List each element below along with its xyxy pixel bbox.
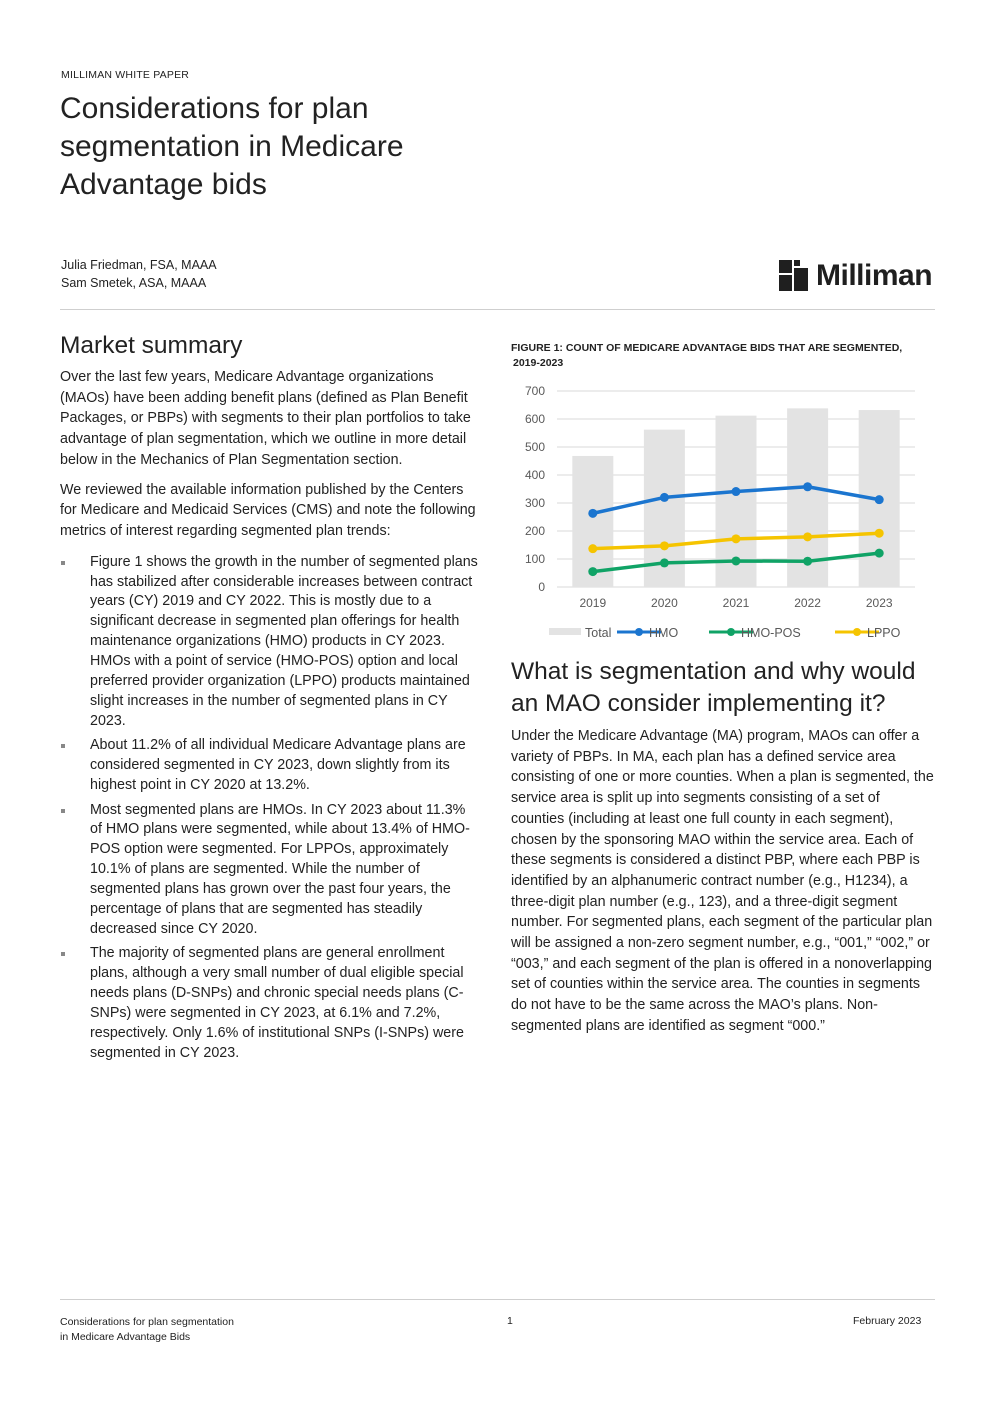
data-point-hmo-pos <box>660 558 669 567</box>
list-item-text: About 11.2% of all individual Medicare Advantage plans are considered segmented in CY 2023, down slightly from its highest point in CY 2020 at 13.2%. <box>90 737 466 794</box>
legend-label-hmo: HMO <box>649 626 679 640</box>
y-tick-label: 0 <box>538 580 545 594</box>
data-point-hmo <box>588 509 597 518</box>
legend-swatch-total <box>549 628 581 635</box>
header-divider <box>60 309 935 310</box>
y-tick-label: 300 <box>524 496 545 510</box>
footer-title <box>60 1315 300 1344</box>
page-title: Considerations for plan segmentation in Medicare Advantage bids <box>60 92 404 201</box>
author-1: Julia Friedman, FSA, MAAA <box>61 258 217 272</box>
bullet-marker <box>61 952 65 956</box>
y-tick-label: 700 <box>524 384 545 398</box>
figure-caption <box>511 341 941 371</box>
y-tick-label: 600 <box>524 412 545 426</box>
footer-title-line: Considerations for plan segmentation <box>60 1316 234 1328</box>
market-summary-body <box>60 367 480 1068</box>
x-tick-label: 2020 <box>651 596 678 610</box>
x-tick-label: 2019 <box>579 596 607 610</box>
logo-text: Milliman <box>816 259 933 292</box>
legend-marker-hmo-pos <box>727 628 735 636</box>
kicker: MILLIMAN WHITE PAPER <box>61 69 190 81</box>
footer-title-line: in Medicare Advantage Bids <box>60 1330 191 1343</box>
figure-caption-line: FIGURE 1: COUNT OF MEDICARE ADVANTAGE BIDS THAT ARE SEGMENTED, <box>511 342 903 354</box>
list-item <box>60 801 480 940</box>
list-item <box>60 736 480 796</box>
y-tick-label: 400 <box>524 468 545 482</box>
legend-label-hmo-pos: HMO-POS <box>741 626 801 640</box>
y-tick-label: 200 <box>524 524 545 538</box>
x-tick-label: 2023 <box>865 596 893 610</box>
market-summary-heading: Market summary <box>60 332 243 359</box>
segmentation-paragraph: Under the Medicare Advantage (MA) program, MAOs can offer a variety of PBPs. In MA, each plan has a defined service area consisting of one or more counties. When a plan is segmented, the service area is split up into segments consisting of a set of counties (including at least one full county in each segment), chosen by the sponsoring MAO within the service area. Each of these segments is considered a distinct PBP, where each PBP is identified by an alphanumeric contract number (e.g., H1234), a three-digit plan number (e.g., 123), and a three-digit segment number. For segmented plans, each segment of the particular plan will be assigned a non-zero segment number, e.g., “001,” “002,” or “003,” and each segment of the plan is offered in a nonoverlapping set of counties within the service area. The counties in segments do not have to be the same across the MAO’s plans. Non-segmented plans are identified as segment “000.” <box>511 728 934 1034</box>
segmentation-heading-line: an MAO consider implementing it? <box>511 690 886 717</box>
data-point-hmo-pos <box>803 557 812 566</box>
data-point-hmo <box>660 493 669 502</box>
segmented-bids-chart <box>505 378 935 650</box>
figure-caption-line: 2019-2023 <box>513 357 564 369</box>
data-point-lppo <box>875 529 884 538</box>
milliman-logo <box>778 259 938 293</box>
data-point-hmo <box>803 482 812 491</box>
x-tick-label: 2022 <box>794 596 821 610</box>
data-point-lppo <box>732 534 741 543</box>
data-point-lppo <box>660 541 669 550</box>
data-point-hmo-pos <box>732 556 741 565</box>
list-item-text: The majority of segmented plans are general enrollment plans, although a very small number of dual eligible special needs plans (D-SNPs) and chronic special needs plans (C-SNPs) were segmented in CY 2023, at 6.1% and 7.2%, respectively. Only 1.6% of institutional SNPs (I-SNPs) were segmented in CY 2023. <box>90 945 464 1061</box>
market-summary-paragraph: Over the last few years, Medicare Advantage organizations (MAOs) have been adding benefit plans (defined as Plan Benefit Packages, or PBPs) with segments to their plan portfolios to take advantage of plan segmentation, which we outline in more detail below in the Mechanics of Plan Segmentation section. <box>60 369 471 468</box>
segmentation-heading <box>511 656 941 720</box>
data-point-hmo <box>732 487 741 496</box>
data-point-hmo-pos <box>875 549 884 558</box>
legend-marker-hmo <box>635 628 643 636</box>
legend-marker-lppo <box>853 628 861 636</box>
list-item-text: Most segmented plans are HMOs. In CY 2023 about 11.3% of HMO plans were segmented, while about 13.4% of HMO-POS option were segmented. For LPPOs, approximately 10.1% of plans are segmented. While the number of segmented plans has grown over the past four years, the percentage of plans that are segmented has steadily decreased since CY 2020. <box>90 801 470 937</box>
metrics-list <box>60 553 480 1064</box>
footer-divider <box>60 1299 935 1300</box>
bullet-marker <box>61 561 65 565</box>
y-tick-label: 500 <box>524 440 545 454</box>
data-point-hmo <box>875 495 884 504</box>
data-point-lppo <box>803 532 812 541</box>
milliman-logo-icon <box>778 259 810 293</box>
list-item <box>60 553 480 732</box>
x-tick-label: 2021 <box>722 596 750 610</box>
bullet-marker <box>61 744 65 748</box>
list-item-text: Figure 1 shows the growth in the number of segmented plans has stabilized after considerable increases between contract years (CY) 2019 and CY 2022. This is mostly due to a significant decrease in segmented plan offerings for health maintenance organizations (HMO) products in CY 2023. HMOs with a point of service (HMO-POS) option and local preferred provider organization (LPPO) products maintained slight increases in the number of segmented plans in CY 2023. <box>90 553 478 729</box>
bullet-marker <box>61 809 65 813</box>
author-2: Sam Smetek, ASA, MAAA <box>61 276 207 290</box>
legend-label-total: Total <box>585 626 612 640</box>
footer-date: February 2023 <box>853 1315 922 1327</box>
data-point-lppo <box>588 544 597 553</box>
authors <box>61 256 217 292</box>
market-summary-paragraph: We reviewed the available information published by the Centers for Medicare and Medicaid Services (CMS) and note the following metrics of interest regarding segmented plan trends: <box>60 481 476 539</box>
segmentation-heading-line: What is segmentation and why would <box>511 658 916 685</box>
page-number: 1 <box>507 1315 513 1327</box>
y-tick-label: 100 <box>524 552 545 566</box>
data-point-hmo-pos <box>588 567 597 576</box>
list-item <box>60 944 480 1063</box>
legend-label-lppo: LPPO <box>867 626 901 640</box>
